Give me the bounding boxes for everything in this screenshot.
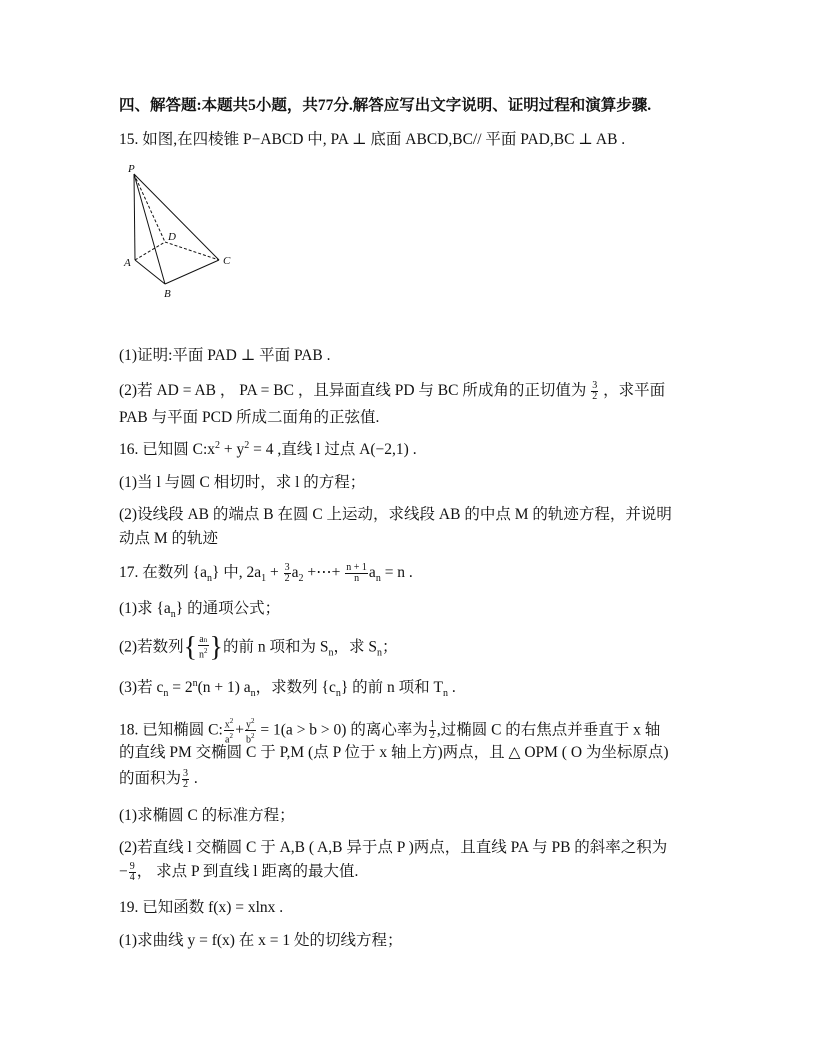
q18-stem-line2: 的直线 PM 交椭圆 C 于 P,M (点 P 位于 x 轴上方)两点，且 △ OPM ( O 为坐标原点) (119, 744, 669, 761)
q18-stem-line1: 18. 已知椭圆 C: $\frac{x^2}{a^2}$ + $\frac{y^2}{b^2}$ = 1(a > b > 0) 的离心率为 $\frac{1}{2}$ ,过椭圆 C 的右焦点并垂直于 x 轴 (119, 717, 661, 746)
section-title: 四、解答题:本题共5小题，共77分.解答应写出文字说明、证明过程和演算步骤. (119, 97, 652, 114)
edge-AD (135, 242, 165, 260)
edge-PB (134, 174, 165, 284)
edge-PA (134, 174, 135, 260)
edge-PD (134, 174, 165, 242)
q18-frac-x2-a2: $\frac{x^2}{a^2}$ (224, 717, 234, 746)
slope-product-fraction: $\frac{9}{4}$ (129, 861, 135, 883)
q17-frac-3-2: $\frac{3}{2}$ (284, 562, 290, 584)
q15-part2-line2: PAB 与平面 PCD 所成二面角的正弦值. (119, 409, 380, 426)
label-A: A (124, 257, 131, 269)
edge-BC (165, 260, 219, 284)
pyramid-figure (115, 160, 245, 305)
q18-part2-line1: (2)若直线 l 交椭圆 C 于 A,B ( A,B 异于点 P )两点，且直线 PA 与 PB 的斜率之积为 (119, 839, 668, 856)
q15-stem: 15. 如图,在四棱锥 P−ABCD 中, PA ⊥ 底面 ABCD,BC// 平面 PAD,BC ⊥ AB . (119, 131, 626, 148)
q17-part2: (2)若数列{ $\frac{an}{n^2}$ }的前 n 项和为 $S_n$，求 $S_n$； (119, 632, 398, 663)
label-B: B (164, 288, 171, 300)
q16-stem: 16. 已知圆 $C:x^2 + y^2 = 4$ ,直线 l 过点 A(−2,1) . (119, 439, 417, 458)
label-D: D (168, 231, 176, 243)
tan-fraction: $\frac{3}{2}$ (592, 380, 598, 402)
q17-frac-n1-n: $\frac{n + 1}{n}$ (346, 562, 367, 584)
q19-stem: 19. 已知函数 f(x) = xlnx . (119, 899, 284, 916)
label-P: P (128, 163, 135, 175)
q18-frac-y2-b2: $\frac{y^2}{b^2}$ (246, 717, 255, 746)
eccentricity-fraction: $\frac{1}{2}$ (429, 719, 435, 742)
edge-PC (134, 174, 219, 260)
q17-part1: (1)求 $\{a_n\}$ 的通项公式； (119, 600, 281, 621)
q19-part1: (1)求曲线 y = f(x) 在 x = 1 处的切线方程； (119, 932, 403, 949)
area-fraction: $\frac{3}{2}$ (183, 768, 189, 790)
label-C: C (223, 255, 231, 267)
q15-part2-tail: ，求平面 (603, 382, 666, 400)
q15-part2-text: (2)若 AD = AB ， PA = BC ，且异面直线 PD 与 BC 所成角的正切值为 (119, 382, 587, 400)
edge-DC (165, 242, 219, 260)
q15-part1: (1)证明:平面 PAD ⊥ 平面 PAB . (119, 347, 331, 364)
q18-stem-line3: 的面积为 $\frac{3}{2}$ . (119, 768, 198, 790)
edge-AB (135, 260, 165, 284)
q17-frac-an-n2: $\frac{an}{n^2}$ (199, 634, 208, 661)
q18-part1: (1)求椭圆 C 的标准方程； (119, 807, 295, 824)
q18-part2-line2: − $\frac{9}{4}$ ， 求点 P 到直线 l 距离的最大值. (119, 861, 359, 883)
q16-part2-line1: (2)设线段 AB 的端点 B 在圆 C 上运动，求线段 AB 的中点 M 的轨迹方程，并说明 (119, 506, 672, 523)
q16-part2-line2: 动点 M 的轨迹 (119, 530, 219, 547)
q17-part3: (3)若 $c_n = 2^n(n + 1)$ $a_n$，求数列 $\{c_n\}$ 的前 n 项和 $T_n$ . (119, 677, 456, 700)
q15-part2-line1 (119, 381, 665, 402)
q16-part1: (1)当 l 与圆 C 相切时，求 l 的方程； (119, 474, 366, 491)
q17-stem: 17. 在数列 $\{a_n\}$ 中, $2a_1$ + $\frac{3}{2}$ $a_2$ +⋯+ $\frac{n + 1}{n}$ $a_n = n$ . (119, 562, 413, 585)
